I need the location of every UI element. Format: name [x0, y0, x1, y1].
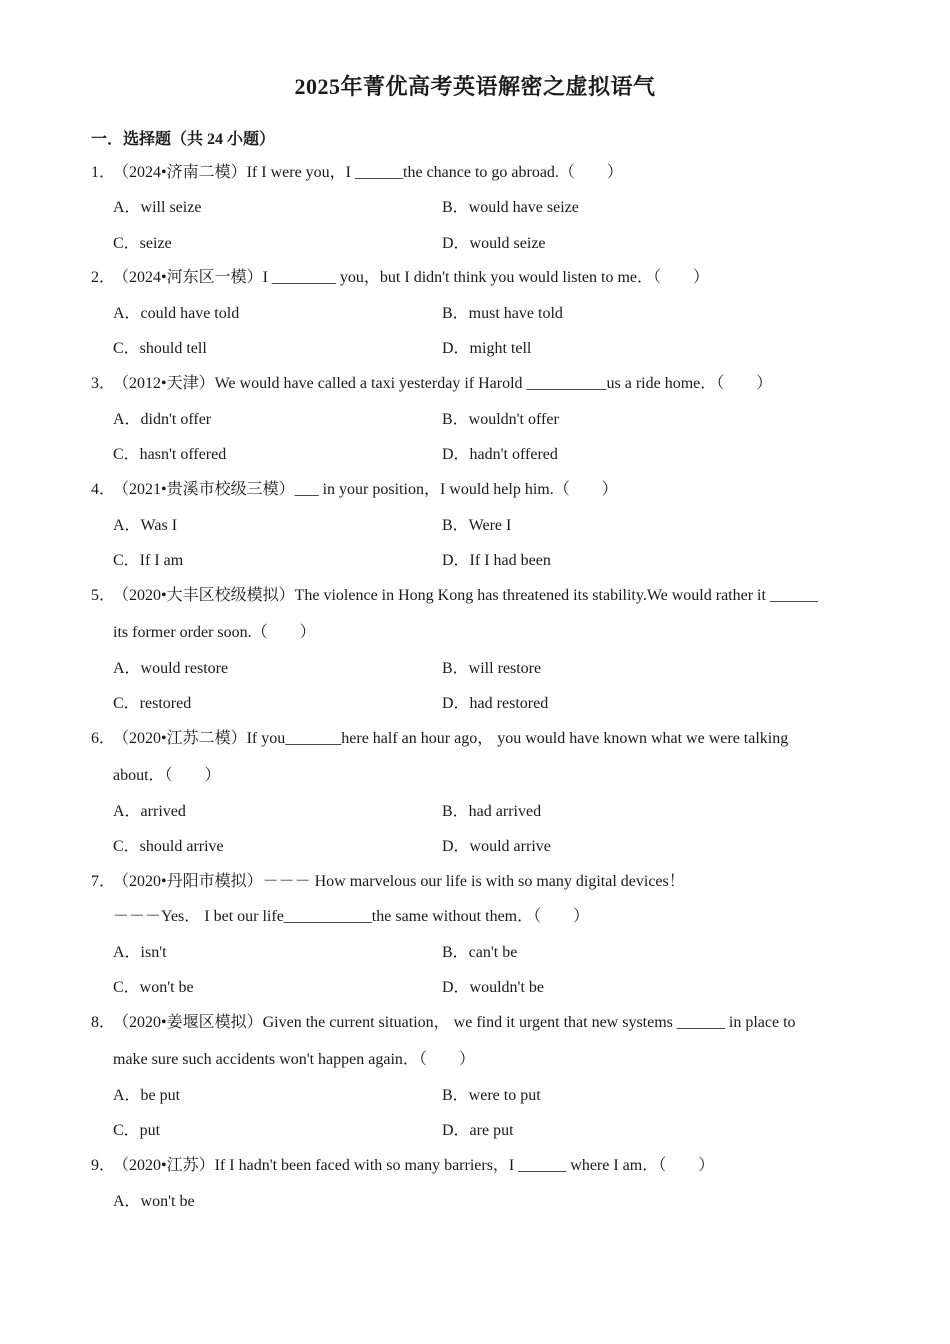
- option-a: A．didn't offer: [113, 411, 212, 428]
- option-d: D．would seize: [442, 235, 546, 252]
- question-number: 4．: [91, 481, 116, 498]
- question-text-continued: make sure such accidents won't happen again．（ ）: [113, 1051, 475, 1068]
- option-c: C．hasn't offered: [113, 446, 227, 463]
- question-text: （2020•姜堰区模拟）Given the current situation， we find it urgent that new systems ______ in place to: [113, 1014, 796, 1031]
- option-c: C．should tell: [113, 340, 207, 357]
- option-d: D．If I had been: [442, 552, 551, 569]
- question-7-reply: [91, 898, 859, 935]
- question-number: 9．: [91, 1157, 116, 1174]
- option-c: C．should arrive: [113, 838, 224, 855]
- document-title: 2025年菁优高考英语解密之虚拟语气: [294, 74, 656, 99]
- question-text: （2020•江苏）If I hadn't been faced with so many barriers，I ______ where I am．（ ）: [113, 1157, 715, 1174]
- option-c: C．seize: [113, 235, 172, 252]
- option-a: A．Was I: [113, 517, 178, 534]
- option-b: B．would have seize: [442, 199, 579, 216]
- option-c: C．restored: [113, 695, 192, 712]
- option-d: D．would arrive: [442, 838, 551, 855]
- question-number: 8．: [91, 1014, 116, 1031]
- section-heading: 一．选择题（共 24 小题）: [91, 131, 276, 148]
- question-number: 6．: [91, 730, 116, 747]
- option-a: A．will seize: [113, 199, 202, 216]
- question-4: [91, 471, 859, 508]
- option-a: A．isn't: [113, 944, 167, 961]
- question-text: （2012•天津）We would have called a taxi yesterday if Harold __________us a ride home．（ ）: [113, 375, 773, 392]
- question-text-continued: about．（ ）: [113, 767, 221, 784]
- question-7: [91, 863, 859, 900]
- question-5: [91, 577, 859, 651]
- question-number: 7．: [91, 873, 116, 890]
- option-b: B．Were I: [442, 517, 512, 534]
- option-d: D．had restored: [442, 695, 549, 712]
- option-a: A．arrived: [113, 803, 186, 820]
- option-d: D．might tell: [442, 340, 532, 357]
- question-2: [91, 259, 859, 296]
- option-b: B．wouldn't offer: [442, 411, 559, 428]
- option-c: C．If I am: [113, 552, 184, 569]
- option-c: C．won't be: [113, 979, 194, 996]
- question-text: （2020•大丰区校级模拟）The violence in Hong Kong has threatened its stability.We would rather it ______: [113, 587, 818, 604]
- option-b: B．had arrived: [442, 803, 542, 820]
- option-c: C．put: [113, 1122, 161, 1139]
- question-1: [91, 154, 859, 191]
- option-a: A．could have told: [113, 305, 240, 322]
- question-number: 5．: [91, 587, 116, 604]
- question-text: （2024•河东区一模）I ________ you，but I didn't think you would listen to me．（ ）: [113, 269, 710, 286]
- question-3: [91, 365, 859, 402]
- question-text: （2024•济南二模）If I were you，I ______the chance to go abroad.（ ）: [113, 164, 623, 181]
- option-d: D．hadn't offered: [442, 446, 558, 463]
- option-b: B．will restore: [442, 660, 542, 677]
- option-a: A．be put: [113, 1087, 181, 1104]
- question-9: [91, 1147, 859, 1184]
- question-number: 1．: [91, 164, 116, 181]
- question-text-continued: －－－Yes． I bet our life___________the same without them．（ ）: [113, 908, 590, 925]
- option-a: A．won't be: [113, 1193, 195, 1210]
- option-b: B．can't be: [442, 944, 518, 961]
- option-b: B．must have told: [442, 305, 563, 322]
- question-number: 3．: [91, 375, 116, 392]
- question-text: （2020•丹阳市模拟）－－－ How marvelous our life is with so many digital devices！: [113, 873, 685, 890]
- option-b: B．were to put: [442, 1087, 541, 1104]
- option-d: D．are put: [442, 1122, 514, 1139]
- question-8: [91, 1004, 859, 1078]
- question-text: （2020•江苏二模）If you_______here half an hour ago， you would have known what we were talking: [113, 730, 789, 747]
- question-6: [91, 720, 859, 794]
- question-text: （2021•贵溪市校级三模）___ in your position，I would help him.（ ）: [113, 481, 618, 498]
- option-a: A．would restore: [113, 660, 229, 677]
- question-number: 2．: [91, 269, 116, 286]
- option-d: D．wouldn't be: [442, 979, 544, 996]
- question-text-continued: its former order soon.（ ）: [113, 624, 316, 641]
